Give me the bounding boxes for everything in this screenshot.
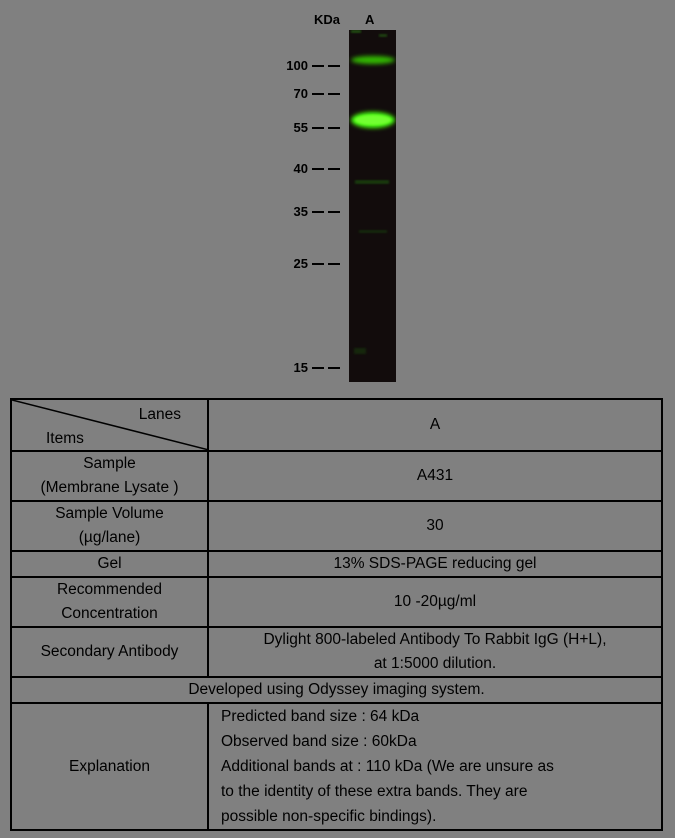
explanation-line: Predicted band size : 64 kDa [221, 708, 420, 725]
row-label-sample: Sample (Membrane Lysate ) [11, 451, 208, 501]
table-row [11, 399, 662, 451]
explanation-line: to the identity of these extra bands. They are [221, 783, 528, 800]
marker-55: 55 [270, 120, 340, 136]
table-row [11, 551, 662, 577]
row-value-concentration: 10 -20µg/ml [208, 577, 662, 627]
band-110kda [351, 56, 395, 64]
explanation-line: possible non-specific bindings). [221, 808, 437, 825]
table-row [11, 451, 662, 501]
marker-40: 40 [270, 161, 340, 177]
marker-15: 15 [270, 360, 340, 376]
row-value-gel: 13% SDS-PAGE reducing gel [208, 551, 662, 577]
table-row [11, 577, 662, 627]
row-value-sample-volume: 30 [208, 501, 662, 551]
western-blot-image [0, 0, 675, 395]
marker-35: 35 [270, 204, 340, 220]
developed-note: Developed using Odyssey imaging system. [11, 677, 662, 703]
explanation-line: Observed band size : 60kDa [221, 733, 417, 750]
header-lanes: Lanes [138, 406, 181, 423]
table-row [11, 627, 662, 677]
marker-25: 25 [270, 256, 340, 272]
marker-70: 70 [270, 86, 340, 102]
row-value-explanation [208, 703, 662, 830]
table-row [11, 677, 662, 703]
row-label-sample-volume: Sample Volume (µg/lane) [11, 501, 208, 551]
explanation-line: Additional bands at : 110 kDa (We are unsure as [221, 758, 554, 775]
lane-a-label: A [365, 12, 375, 27]
row-label-gel: Gel [11, 551, 208, 577]
table-row [11, 703, 662, 830]
header-diagonal-cell [11, 399, 208, 451]
kda-unit-label: KDa [314, 12, 341, 27]
row-value-secondary-antibody: Dylight 800-labeled Antibody To Rabbit IgG (H+L), at 1:5000 dilution. [208, 627, 662, 677]
header-items: Items [46, 430, 84, 447]
row-value-sample: A431 [208, 451, 662, 501]
table-row [11, 501, 662, 551]
header-lane-a: A [208, 399, 662, 451]
marker-100: 100 [270, 58, 340, 74]
experiment-info-table [10, 398, 663, 831]
lane-a [349, 30, 396, 382]
row-label-secondary-antibody: Secondary Antibody [11, 627, 208, 677]
row-label-concentration: Recommended Concentration [11, 577, 208, 627]
row-label-explanation: Explanation [11, 703, 208, 830]
